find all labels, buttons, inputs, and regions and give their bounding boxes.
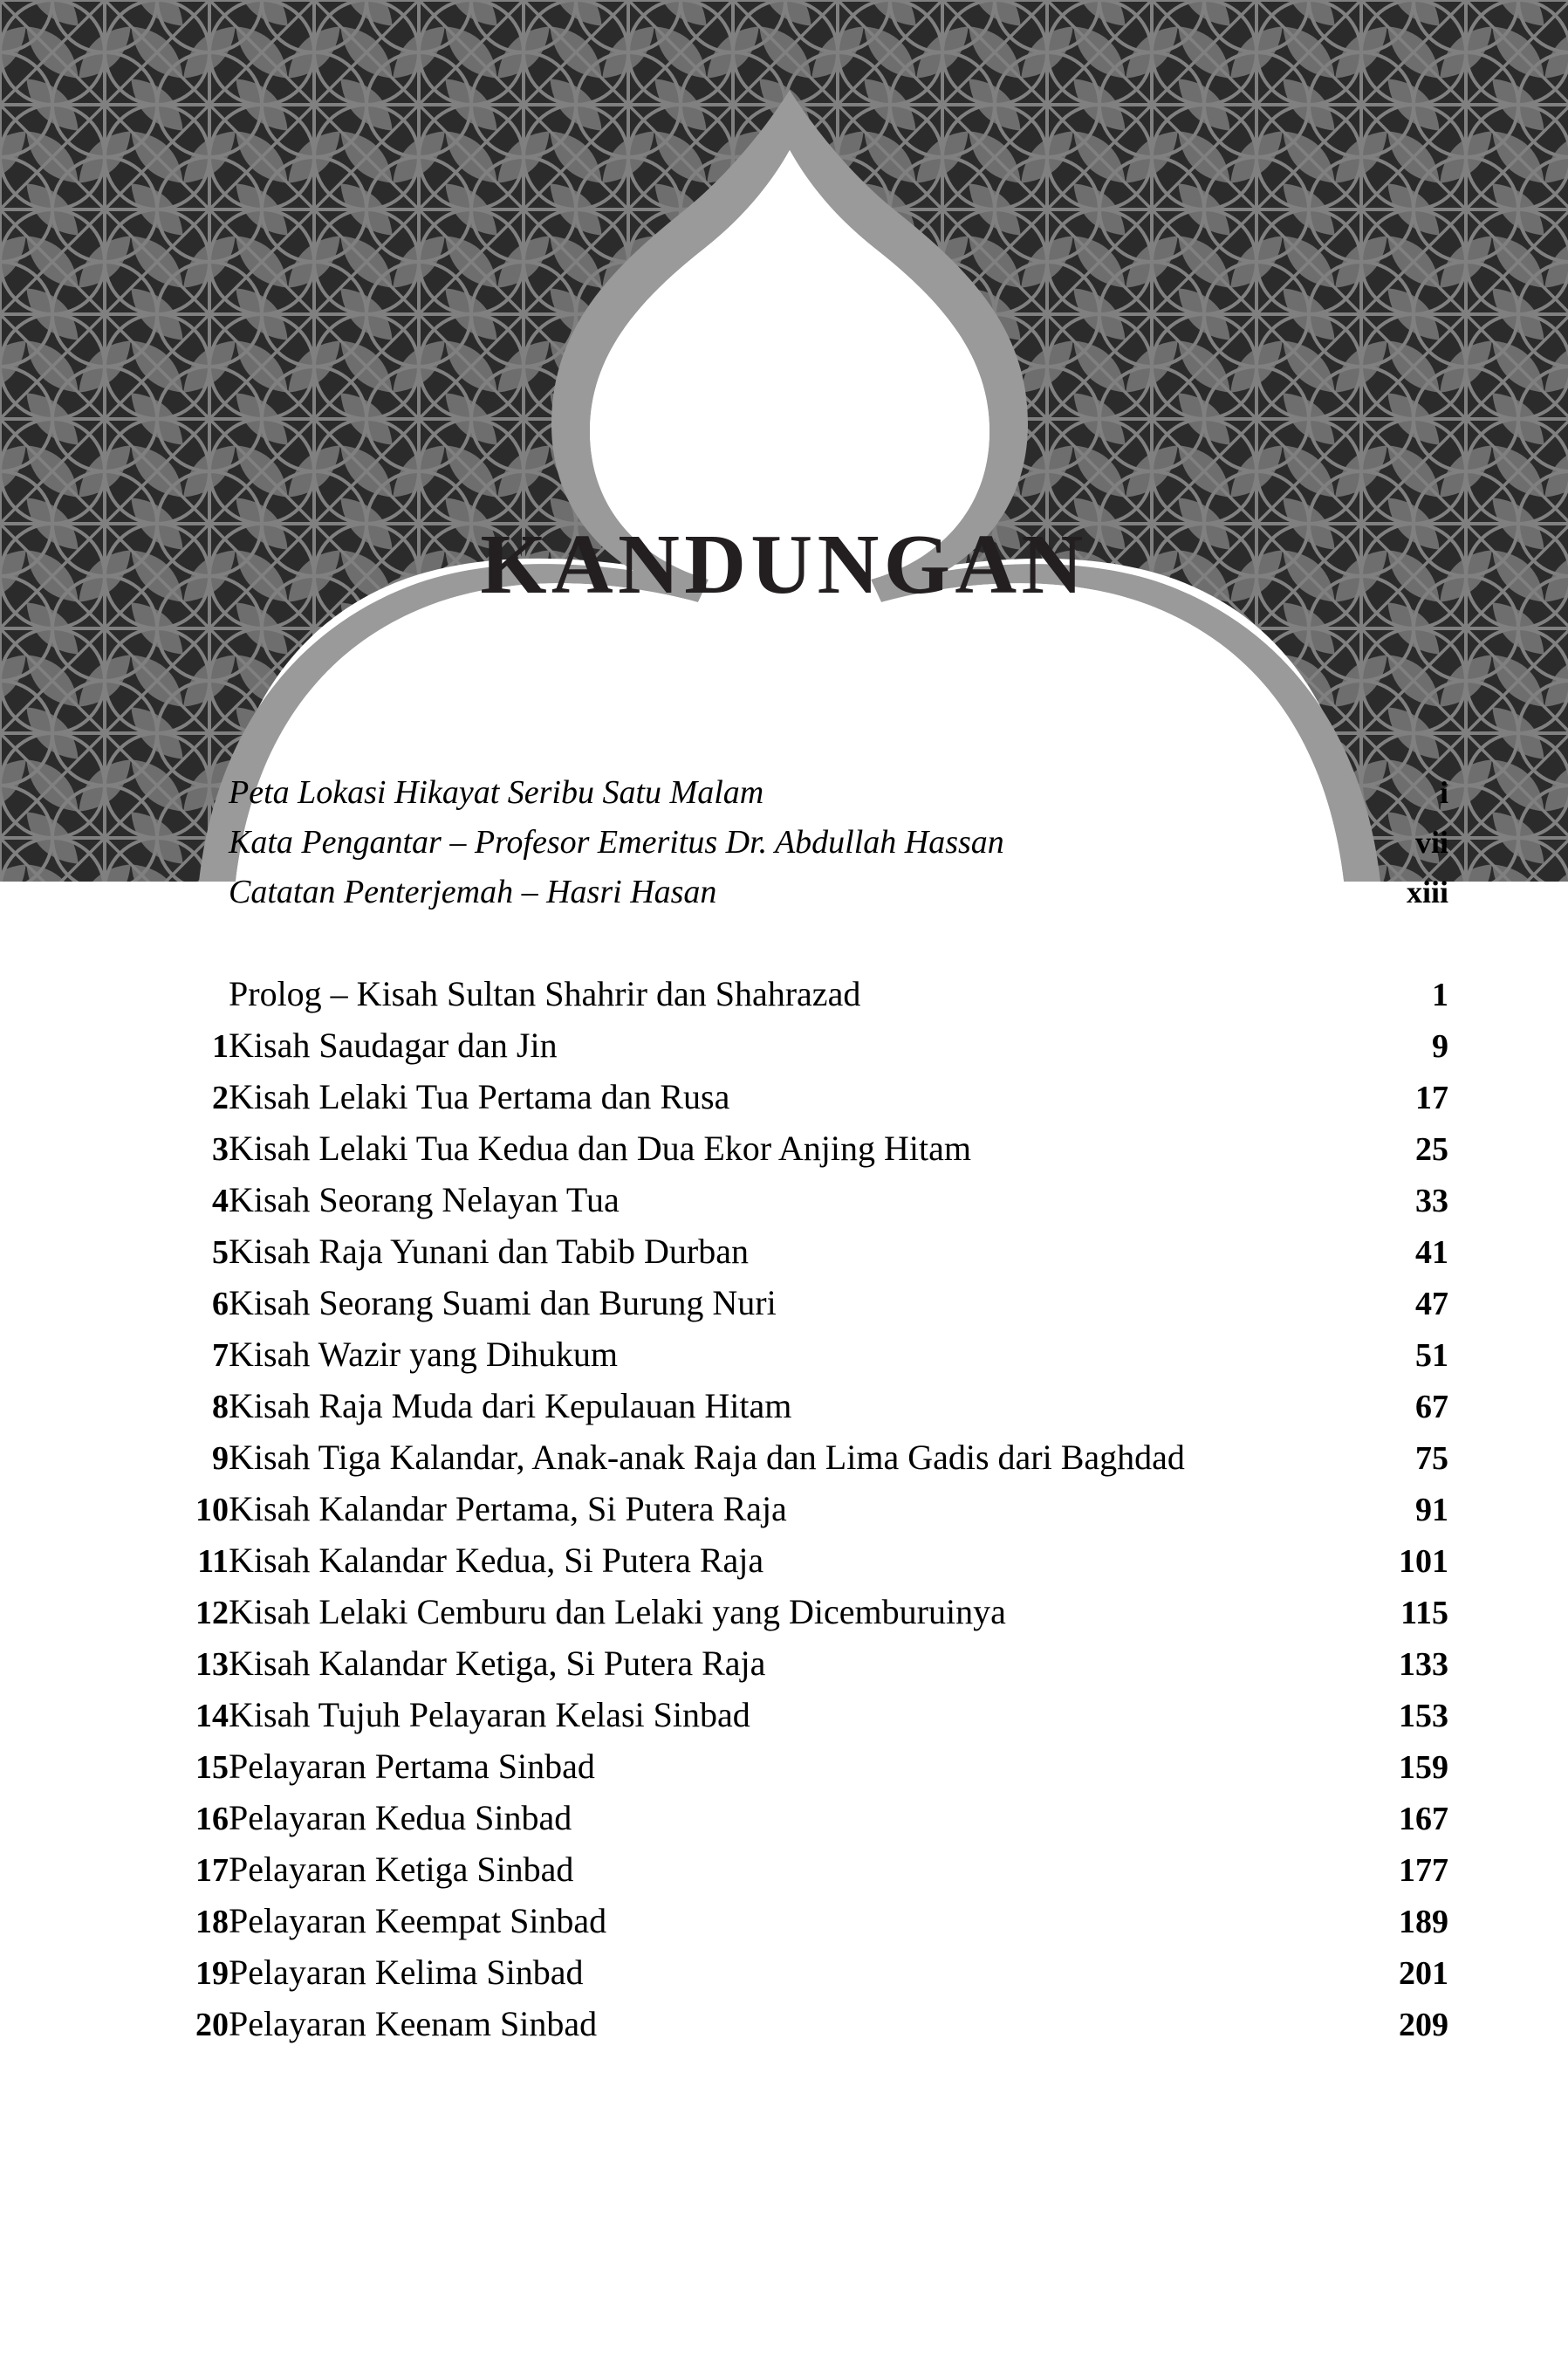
- chapter-title: Kisah Lelaki Tua Kedua dan Dua Ekor Anjing Hitam: [229, 1129, 971, 1168]
- toc-row[interactable]: [175, 1123, 1448, 1175]
- chapter-title: Pelayaran Keempat Sinbad: [229, 1901, 607, 1940]
- toc-row[interactable]: [175, 1896, 1448, 1947]
- chapter-page-cell: [1380, 1484, 1448, 1535]
- chapter-title: Kisah Kalandar Ketiga, Si Putera Raja: [229, 1644, 766, 1683]
- chapter-number-cell: [175, 1484, 229, 1535]
- chapter-number: 13: [195, 1646, 229, 1683]
- chapter-number: 20: [195, 2007, 229, 2043]
- toc-row[interactable]: [175, 1484, 1448, 1535]
- toc-row[interactable]: [175, 1020, 1448, 1072]
- front-matter-page-cell: [1380, 868, 1448, 917]
- chapter-number: 5: [212, 1234, 229, 1271]
- chapter-number-cell: [175, 1381, 229, 1432]
- chapter-number-cell: [175, 1123, 229, 1175]
- chapter-number: 17: [195, 1852, 229, 1889]
- chapter-number: 1: [212, 1028, 229, 1065]
- chapter-page-number: 47: [1415, 1286, 1448, 1322]
- chapter-page-cell: [1380, 1226, 1448, 1278]
- chapter-number: 3: [212, 1131, 229, 1168]
- front-matter-page-number: i: [1439, 775, 1448, 810]
- front-matter-title: Peta Lokasi Hikayat Seribu Satu Malam: [229, 774, 764, 811]
- page-title-container: [0, 518, 1568, 612]
- chapter-page-cell: [1380, 1381, 1448, 1432]
- chapter-number: 19: [195, 1955, 229, 1992]
- chapter-number-cell: [175, 1638, 229, 1690]
- chapter-number-cell: [175, 1690, 229, 1741]
- chapter-number-cell: [175, 1278, 229, 1329]
- chapter-number-cell: [175, 1587, 229, 1638]
- chapter-number-cell: [175, 1072, 229, 1123]
- spacer-cell: [1380, 917, 1448, 969]
- chapter-page-cell: [1380, 1741, 1448, 1793]
- chapter-page-number: 91: [1415, 1492, 1448, 1528]
- chapter-page-cell: [1380, 1896, 1448, 1947]
- section-spacer: [175, 917, 1448, 969]
- chapter-title-cell: [229, 1381, 1380, 1432]
- chapter-title-cell: [229, 969, 1380, 1020]
- chapter-page-number: 201: [1399, 1955, 1448, 1992]
- chapter-title-cell: [229, 1999, 1380, 2050]
- chapter-page-cell: [1380, 969, 1448, 1020]
- chapter-page-cell: [1380, 1535, 1448, 1587]
- chapter-title-cell: [229, 1020, 1380, 1072]
- toc-row[interactable]: [175, 1432, 1448, 1484]
- chapter-number: 2: [212, 1080, 229, 1116]
- chapter-title: Kisah Seorang Nelayan Tua: [229, 1180, 620, 1219]
- chapter-number: 14: [195, 1698, 229, 1734]
- chapter-title-cell: [229, 1741, 1380, 1793]
- chapter-number: 10: [195, 1492, 229, 1528]
- chapter-page-number: 189: [1399, 1904, 1448, 1940]
- chapter-page-number: 33: [1415, 1183, 1448, 1219]
- toc-row[interactable]: [175, 1587, 1448, 1638]
- chapter-page-number: 167: [1399, 1801, 1448, 1837]
- chapter-page-cell: [1380, 1278, 1448, 1329]
- chapter-number-cell: [175, 1741, 229, 1793]
- chapter-title: Kisah Tiga Kalandar, Anak-anak Raja dan Lima Gadis dari Baghdad: [229, 1438, 1185, 1477]
- chapter-page-number: 41: [1415, 1234, 1448, 1271]
- chapter-number: 9: [212, 1440, 229, 1477]
- front-matter-page-number: xiii: [1406, 875, 1448, 909]
- chapter-number-cell: [175, 1793, 229, 1844]
- chapter-page-number: 101: [1399, 1543, 1448, 1580]
- chapter-number: 7: [212, 1337, 229, 1374]
- chapter-number: 6: [212, 1286, 229, 1322]
- front-matter-title-cell: [229, 868, 1380, 917]
- chapter-title-cell: [229, 1484, 1380, 1535]
- chapter-title-cell: [229, 1844, 1380, 1896]
- front-matter-page-cell: [1380, 818, 1448, 868]
- toc-row[interactable]: [175, 1741, 1448, 1793]
- chapter-title-cell: [229, 1123, 1380, 1175]
- chapter-number-cell: [175, 1947, 229, 1999]
- chapter-page-cell: [1380, 1020, 1448, 1072]
- chapter-page-cell: [1380, 1072, 1448, 1123]
- islamic-pattern-arch-graphic: [0, 0, 1568, 882]
- chapter-number: 16: [195, 1801, 229, 1837]
- chapter-page-cell: [1380, 1690, 1448, 1741]
- chapter-page-number: 25: [1415, 1131, 1448, 1168]
- toc-row[interactable]: [175, 1226, 1448, 1278]
- page-title: KANDUNGAN: [480, 518, 1088, 612]
- toc-row[interactable]: [175, 1381, 1448, 1432]
- chapter-page-cell: [1380, 1638, 1448, 1690]
- chapter-title: Pelayaran Pertama Sinbad: [229, 1747, 595, 1786]
- chapter-page-number: 115: [1400, 1595, 1448, 1631]
- chapter-number-cell: [175, 1020, 229, 1072]
- chapter-page-cell: [1380, 1947, 1448, 1999]
- toc-body: [175, 768, 1448, 2050]
- front-matter-page-number: vii: [1414, 825, 1448, 860]
- chapter-title-cell: [229, 1638, 1380, 1690]
- front-matter-page-cell: [1380, 768, 1448, 818]
- toc-row-prolog[interactable]: [175, 969, 1448, 1020]
- chapter-title: Kisah Seorang Suami dan Burung Nuri: [229, 1283, 777, 1322]
- chapter-number: 15: [195, 1749, 229, 1786]
- front-matter-title-cell: [229, 768, 1380, 818]
- chapter-title: Kisah Kalandar Kedua, Si Putera Raja: [229, 1541, 764, 1580]
- chapter-title-cell: [229, 1793, 1380, 1844]
- chapter-page-number: 67: [1415, 1389, 1448, 1425]
- toc-row[interactable]: [175, 1793, 1448, 1844]
- chapter-title-cell: [229, 1072, 1380, 1123]
- chapter-title-cell: [229, 1278, 1380, 1329]
- chapter-title-cell: [229, 1175, 1380, 1226]
- chapter-number-cell: [175, 1329, 229, 1381]
- chapter-page-cell: [1380, 1793, 1448, 1844]
- chapter-page-number: 51: [1415, 1337, 1448, 1374]
- chapter-title-cell: [229, 1896, 1380, 1947]
- chapter-page-cell: [1380, 1844, 1448, 1896]
- chapter-title-cell: [229, 1226, 1380, 1278]
- chapter-page-number: 1: [1432, 977, 1448, 1013]
- toc-row[interactable]: [175, 1844, 1448, 1896]
- chapter-title: Pelayaran Ketiga Sinbad: [229, 1850, 574, 1889]
- chapter-title-cell: [229, 1947, 1380, 1999]
- chapter-title: Kisah Wazir yang Dihukum: [229, 1335, 618, 1374]
- chapter-number-cell: [175, 1432, 229, 1484]
- chapter-page-number: 209: [1399, 2007, 1448, 2043]
- front-matter-number-cell: [175, 768, 229, 818]
- chapter-title-cell: [229, 1587, 1380, 1638]
- chapter-page-cell: [1380, 1587, 1448, 1638]
- chapter-page-number: 75: [1415, 1440, 1448, 1477]
- chapter-title: Kisah Kalandar Pertama, Si Putera Raja: [229, 1489, 787, 1528]
- chapter-number-cell: [175, 1896, 229, 1947]
- chapter-page-number: 177: [1399, 1852, 1448, 1889]
- chapter-number: 4: [212, 1183, 229, 1219]
- table-of-contents: [0, 768, 1568, 2050]
- chapter-title: Pelayaran Kedua Sinbad: [229, 1798, 572, 1837]
- chapter-page-number: 133: [1399, 1646, 1448, 1683]
- chapter-page-number: 9: [1432, 1028, 1448, 1065]
- toc-row[interactable]: [175, 1638, 1448, 1690]
- chapter-number-cell: [175, 1844, 229, 1896]
- chapter-number-cell: [175, 1226, 229, 1278]
- chapter-title: Kisah Saudagar dan Jin: [229, 1026, 558, 1065]
- front-matter-row[interactable]: [175, 768, 1448, 818]
- toc-table: [175, 768, 1448, 2050]
- toc-row[interactable]: [175, 1175, 1448, 1226]
- chapter-number: 18: [195, 1904, 229, 1940]
- chapter-page-number: 153: [1399, 1698, 1448, 1734]
- chapter-number-cell: [175, 1535, 229, 1587]
- front-matter-title: Catatan Penterjemah – Hasri Hasan: [229, 874, 717, 910]
- chapter-number-cell: [175, 1175, 229, 1226]
- front-matter-number-cell: [175, 818, 229, 868]
- chapter-title: Kisah Raja Yunani dan Tabib Durban: [229, 1232, 749, 1271]
- chapter-page-cell: [1380, 1999, 1448, 2050]
- chapter-title-cell: [229, 1329, 1380, 1381]
- toc-row[interactable]: [175, 1999, 1448, 2050]
- chapter-title: Kisah Raja Muda dari Kepulauan Hitam: [229, 1386, 792, 1425]
- toc-row[interactable]: [175, 1535, 1448, 1587]
- toc-row[interactable]: [175, 1947, 1448, 1999]
- chapter-number: 8: [212, 1389, 229, 1425]
- chapter-page-cell: [1380, 1123, 1448, 1175]
- front-matter-number-cell: [175, 868, 229, 917]
- chapter-title-cell: [229, 1690, 1380, 1741]
- decorative-ornament-band: [0, 0, 1568, 882]
- chapter-title: Pelayaran Keenam Sinbad: [229, 2004, 598, 2043]
- chapter-title: Kisah Lelaki Tua Pertama dan Rusa: [229, 1077, 730, 1116]
- chapter-number-cell: [175, 969, 229, 1020]
- chapter-title-cell: [229, 1535, 1380, 1587]
- chapter-title: Prolog – Kisah Sultan Shahrir dan Shahrazad: [229, 974, 861, 1013]
- chapter-page-cell: [1380, 1432, 1448, 1484]
- chapter-title-cell: [229, 1432, 1380, 1484]
- toc-row[interactable]: [175, 1329, 1448, 1381]
- chapter-title: Kisah Tujuh Pelayaran Kelasi Sinbad: [229, 1695, 750, 1734]
- chapter-page-cell: [1380, 1329, 1448, 1381]
- toc-row[interactable]: [175, 1072, 1448, 1123]
- chapter-page-number: 17: [1415, 1080, 1448, 1116]
- chapter-page-number: 159: [1399, 1749, 1448, 1786]
- chapter-title: Kisah Lelaki Cemburu dan Lelaki yang Dicemburuinya: [229, 1592, 1006, 1631]
- toc-row[interactable]: [175, 1278, 1448, 1329]
- front-matter-title-cell: [229, 818, 1380, 868]
- chapter-number-cell: [175, 1999, 229, 2050]
- spacer-cell: [229, 917, 1380, 969]
- chapter-number: 12: [195, 1595, 229, 1631]
- front-matter-row[interactable]: [175, 818, 1448, 868]
- chapter-title: Pelayaran Kelima Sinbad: [229, 1953, 584, 1992]
- toc-row[interactable]: [175, 1690, 1448, 1741]
- front-matter-title: Kata Pengantar – Profesor Emeritus Dr. Abdullah Hassan: [229, 824, 1004, 861]
- front-matter-row[interactable]: [175, 868, 1448, 917]
- spacer-cell: [175, 917, 229, 969]
- chapter-number: 11: [197, 1543, 229, 1580]
- chapter-page-cell: [1380, 1175, 1448, 1226]
